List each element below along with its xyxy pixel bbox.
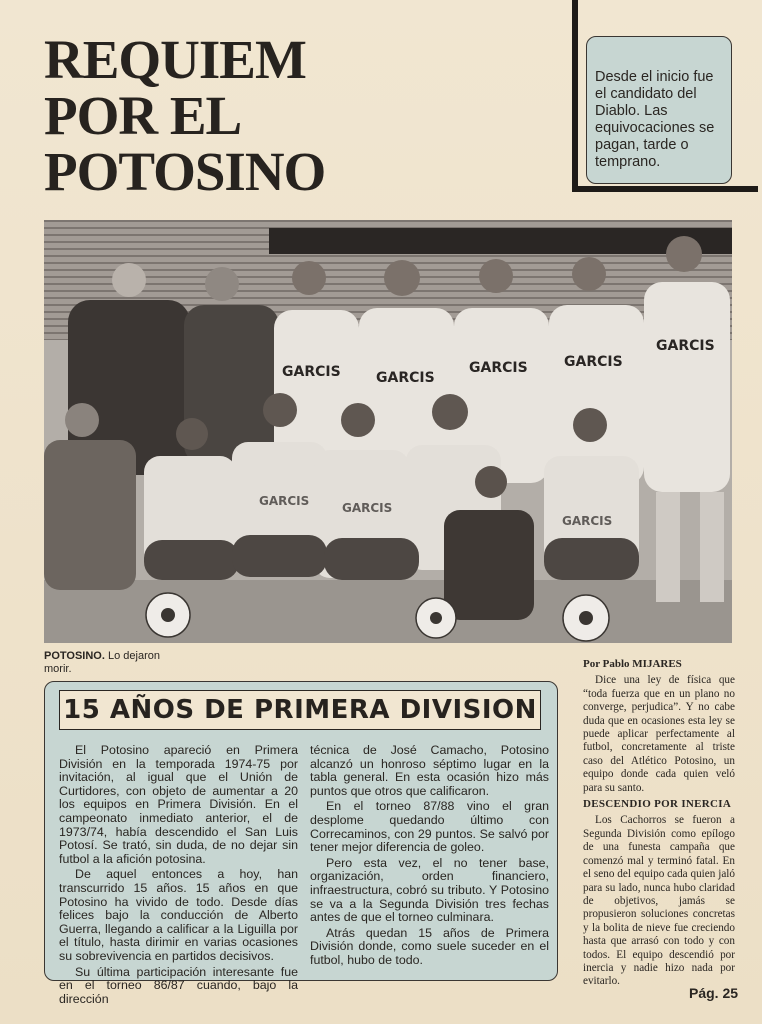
headline-line-1: REQUIEM <box>44 29 306 90</box>
byline: Por Pablo MIJARES <box>583 658 682 670</box>
headline-line-2: POR EL <box>44 85 242 146</box>
article-subhead: DESCENDIO POR INERCIA <box>583 798 732 811</box>
jersey-text-6: GARCIS <box>259 494 310 508</box>
jersey-text-3: GARCIS <box>469 360 528 376</box>
deck-text: Desde el inicio fue el candidato del Diablo. Las equivocaciones se pagan, tarde o temprano. <box>595 69 715 170</box>
sidebar-title: 15 AÑOS DE PRIMERA DIVISION <box>59 690 541 730</box>
article-column <box>583 658 735 992</box>
sidebar-column-2 <box>310 744 549 1008</box>
article-paragraph: Los Cachorros se fueron a Segunda División como epílogo de una funesta campaña que comenzó mal y terminó fatal. En el seno del equipo cada quien jaló para su lado, nunca hubo claridad de objetivos, jamás se propusieron soluciones concretas y la bolita de nieve fue creciendo hasta que arrasó con todo y con todos. El equipo descendió por inercia y nadie hizo nada por evitarlo. <box>583 814 735 988</box>
jersey-text-8: GARCIS <box>562 514 613 528</box>
sidebar-paragraph: De aquel entonces a hoy, han transcurrido 15 años. 15 años en que Potosino ha vivido de todo. Desde días felices bajo la conducción de Alberto Guerra, llegando a calificar a la Liguilla por el título, hasta dirimir en varias ocasiones su sobrevivencia en partidos decisivos. <box>59 867 298 963</box>
photo-caption <box>44 650 164 676</box>
sidebar-paragraph: Su última participación interesante fue en el torneo 86/87 cuando, bajo la dirección <box>59 964 298 1006</box>
deck-box <box>586 36 732 184</box>
headline-line-3: POTOSINO <box>44 141 326 202</box>
sidebar-paragraph: Pero esta vez, el no tener base, organización, orden financiero, infraestructura, cobró su tributo. Y Potosino se va a la Segunda División tres fechas antes de que el torneo culminara. <box>310 855 549 925</box>
team-photo <box>44 220 732 643</box>
jersey-text-2: GARCIS <box>376 370 435 386</box>
sidebar-paragraph: Atrás quedan 15 años de Primera División donde, como suele suceder en el futbol, hubo de todo. <box>310 925 549 967</box>
sidebar-paragraph: técnica de José Camacho, Potosino alcanzó un honroso séptimo lugar en la tabla general. En esta ocasión hizo más puntos que otros que calificaron. <box>310 743 549 798</box>
caption-text: Lo dejaron morir. <box>44 650 160 675</box>
sidebar-paragraph: En el torneo 87/88 vino el gran desplome quedando último con Correcaminos, con 29 puntos. Se salvó por tener mejor diferencia de goleo. <box>310 799 549 855</box>
jersey-text-4: GARCIS <box>564 354 623 370</box>
caption-lead: POTOSINO. <box>44 650 105 662</box>
sidebar-column-1 <box>59 744 298 1008</box>
sidebar-columns <box>59 744 549 1008</box>
jersey-text-1: GARCIS <box>282 364 341 380</box>
jersey-text-7: GARCIS <box>342 501 393 515</box>
jersey-text-5: GARCIS <box>656 338 715 354</box>
article-paragraph: Dice una ley de física que “toda fuerza que en un plano no converge, perjudica”. Y no cabe duda que en ocasiones esta ley se puede aplicar perfectamente al futbol, concretamente al triste caso del Atlético Potosino, un equipo donde cada quien veló para su santo. <box>583 674 735 794</box>
headline <box>44 29 374 202</box>
sidebar-paragraph: El Potosino apareció en Primera División en la temporada 1974-75 por invitación, al igual que el Unión de Curtidores, con objeto de aumentar a 20 los equipos en Primera División. En el campeonato inmediato anterior, el de 1973/74, había descendido el San Luis Potosí. Se trató, sin duda, de no dejar sin futbol a la afición potosina. <box>59 743 298 866</box>
team-photo-illustration <box>44 220 732 643</box>
sidebar-box <box>44 681 558 1006</box>
page-number: Pág. 25 <box>689 985 739 1001</box>
